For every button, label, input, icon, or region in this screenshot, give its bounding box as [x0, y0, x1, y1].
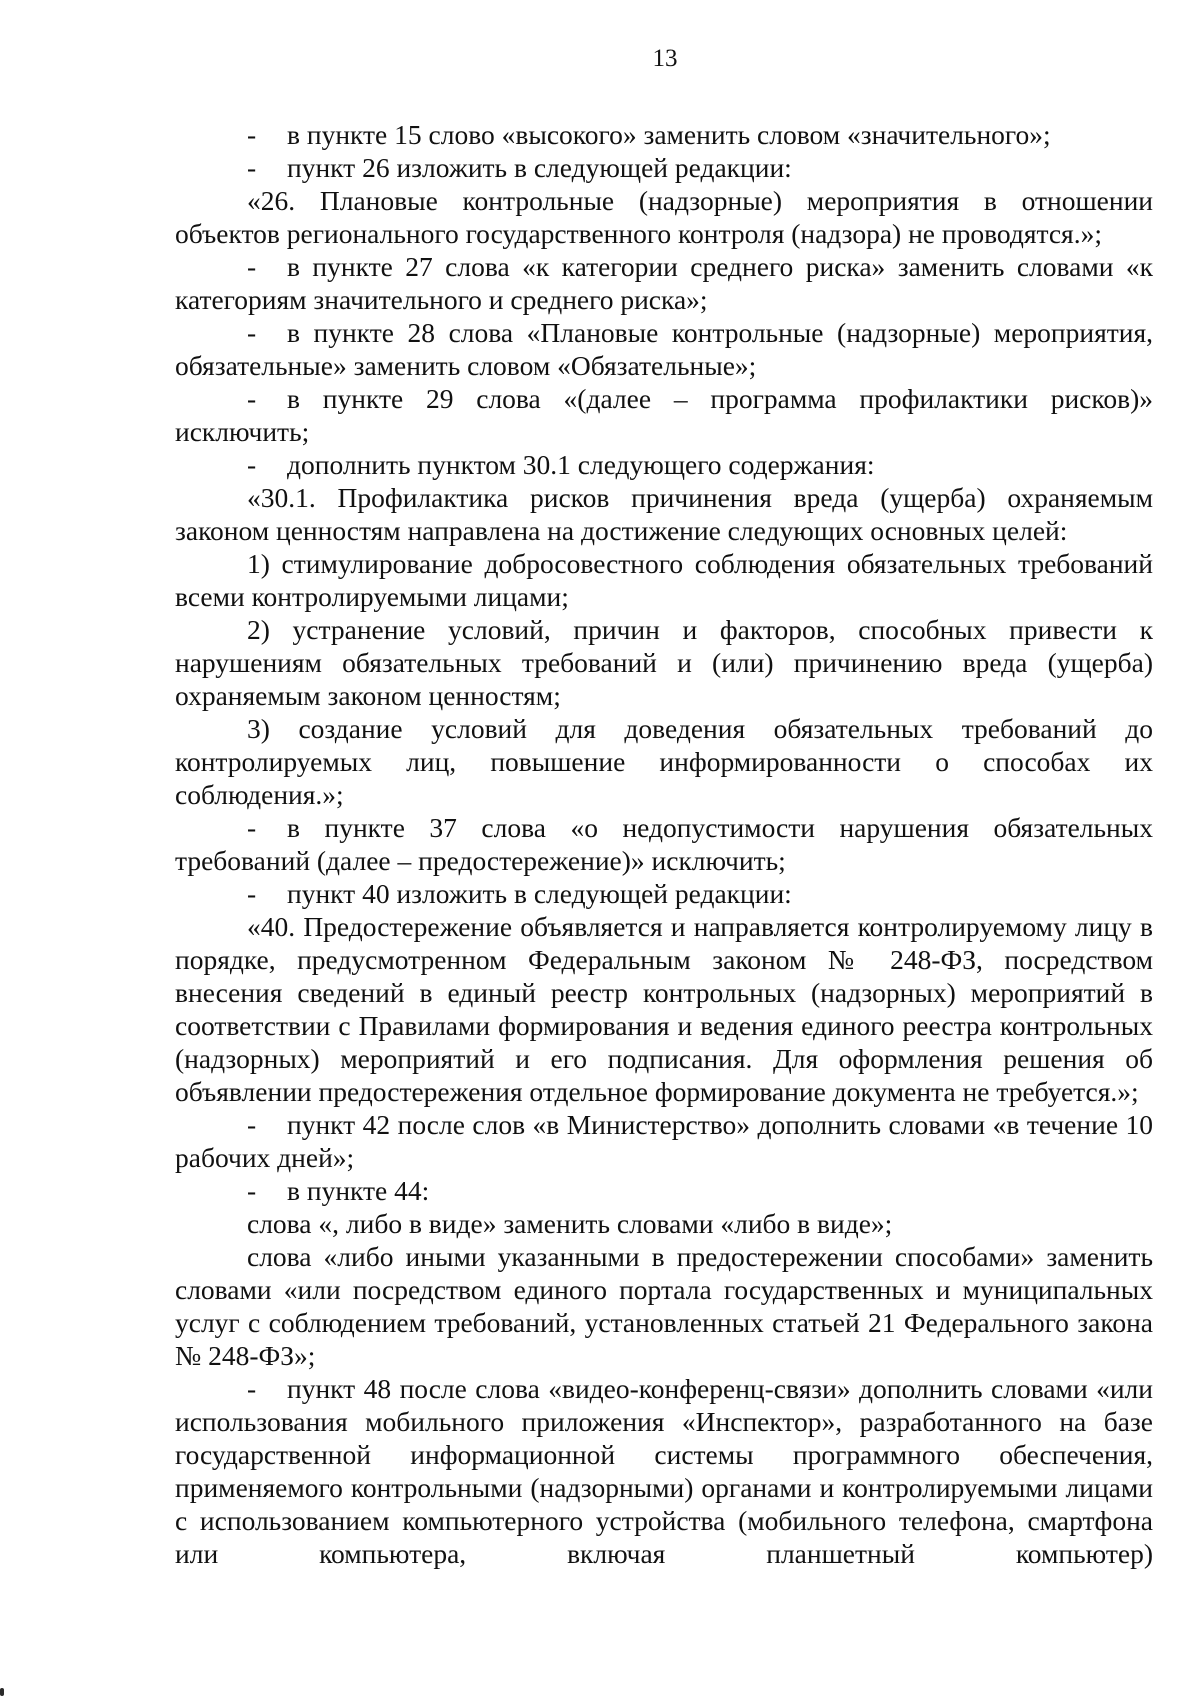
paragraph-text: в пункте 28 слова «Плановые контрольные (надзорные) мероприятия, обязательные» заменить словом «Обязательные»; [175, 317, 1153, 381]
paragraph-item-15 [175, 118, 1153, 151]
document-body [175, 118, 1153, 1570]
scan-edge-mark [0, 1688, 4, 1696]
paragraph-goal-3: 3) создание условий для доведения обязательных требований до контролируемых лиц, повышение информированности о способах их соблюдения.»; [175, 713, 1153, 810]
paragraph-text: в пункте 37 слова «о недопустимости нарушения обязательных требований (далее – предостережение)» исключить; [175, 812, 1153, 876]
paragraph-item-30-1 [175, 448, 1153, 481]
paragraph-goal-1: 1) стимулирование добросовестного соблюдения обязательных требований всеми контролируемыми лицами; [175, 548, 1153, 612]
paragraph-item-44-a: слова «, либо в виде» заменить словами «либо в виде»; [247, 1208, 893, 1239]
paragraph-quote-40: «40. Предостережение объявляется и направляется контролируемому лицу в порядке, предусмотренном Федеральным законом № 248-ФЗ, посредством внесения сведений в единый реестр контрольных (надзорных) мероприятий в соответствии с Правилами формирования и ведения единого реестра контрольных (надзорных) мероприятий и его подписания. Для оформления решения об объявлении предостережения отдельное формирование документа не требуется.»; [175, 911, 1153, 1107]
paragraph-text: в пункте 44: [287, 1175, 430, 1206]
paragraph-text: в пункте 15 слово «высокого» заменить словом «значительного»; [287, 119, 1051, 150]
paragraph-text: в пункте 27 слова «к категории среднего риска» заменить словами «к категориям значительного и среднего риска»; [175, 251, 1153, 315]
paragraph-item-27 [175, 250, 1153, 316]
paragraph-text: пункт 26 изложить в следующей редакции: [287, 152, 792, 183]
paragraph-text: пункт 40 изложить в следующей редакции: [287, 878, 792, 909]
paragraph-item-48 [175, 1372, 1153, 1570]
paragraph-item-28 [175, 316, 1153, 382]
paragraph-item-44-b: слова «либо иными указанными в предостережении способами» заменить словами «или посредством единого портала государственных и муниципальных услуг с соблюдением требований, установленных статьей 21 Федерального закона № 248-ФЗ»; [175, 1241, 1153, 1371]
paragraph-item-29 [175, 382, 1153, 448]
paragraph-item-40 [175, 877, 1153, 910]
paragraph-text: пункт 42 после слов «в Министерство» дополнить словами «в течение 10 рабочих дней»; [175, 1109, 1153, 1173]
paragraph-item-26 [175, 151, 1153, 184]
paragraph-quote-30-1: «30.1. Профилактика рисков причинения вреда (ущерба) охраняемым законом ценностям направлена на достижение следующих основных целей: [175, 482, 1153, 546]
paragraph-item-42 [175, 1108, 1153, 1174]
paragraph-item-37 [175, 811, 1153, 877]
page-number: 13 [652, 45, 678, 72]
paragraph-item-44 [175, 1174, 1153, 1207]
paragraph-goal-2: 2) устранение условий, причин и факторов, способных привести к нарушениям обязательных требований и (или) причинению вреда (ущерба) охраняемым законом ценностям; [175, 614, 1153, 711]
paragraph-quote-26: «26. Плановые контрольные (надзорные) мероприятия в отношении объектов регионального государственного контроля (надзора) не проводятся.»; [175, 185, 1153, 249]
paragraph-text: пункт 48 после слова «видео-конференц-связи» дополнить словами «или использования мобильного приложения «Инспектор», разработанного на базе государственной информационной системы программного обеспечения, применяемого контрольными (надзорными) органами и контролируемыми лицами с использованием компьютерного устройства (мобильного телефона, смартфона или компьютера, включая планшетный компьютер) [175, 1373, 1153, 1569]
paragraph-text: в пункте 29 слова «(далее – программа профилактики рисков)» исключить; [175, 383, 1153, 447]
paragraph-text: дополнить пунктом 30.1 следующего содержания: [287, 449, 875, 480]
